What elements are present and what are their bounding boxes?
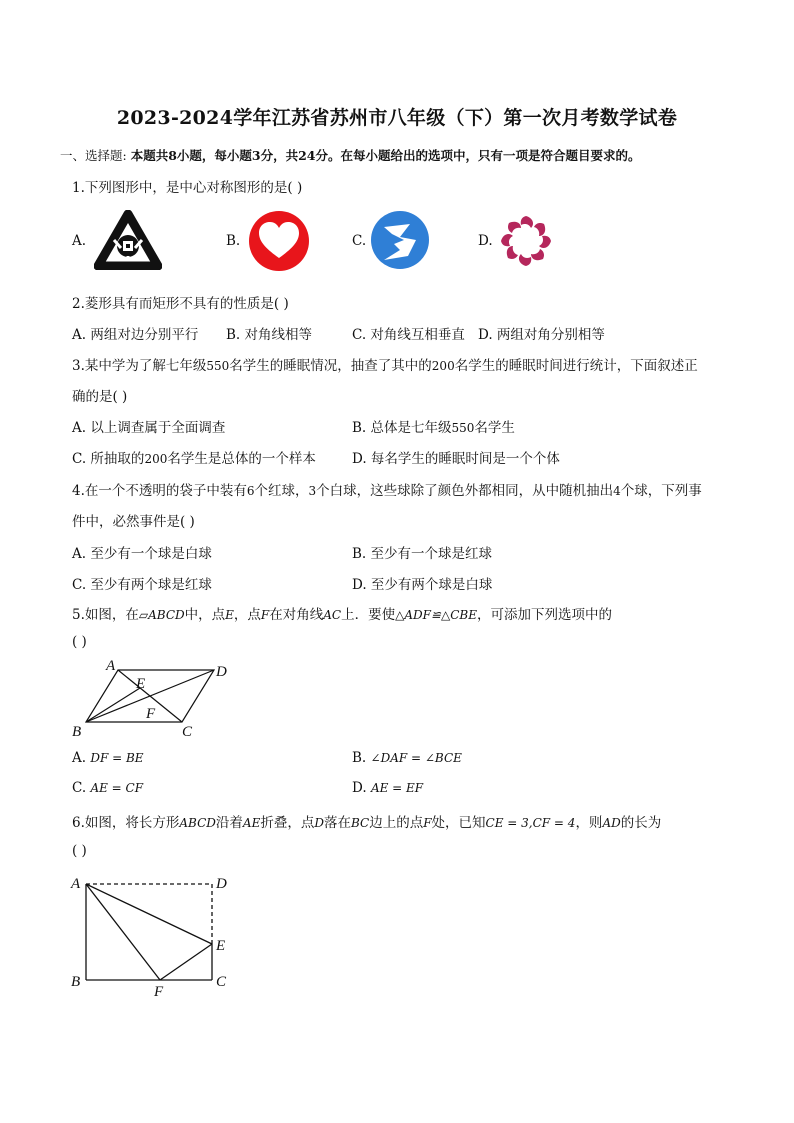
q2-option-b: B. 对角线相等 bbox=[226, 327, 313, 343]
q5-point-b: B bbox=[72, 724, 82, 740]
q2-stem: 2.菱形具有而矩形不具有的性质是( ) bbox=[72, 296, 289, 312]
q4-option-a: A. 至少有一个球是白球 bbox=[72, 546, 212, 562]
q3-option-d: D. 每名学生的睡眠时间是一个个体 bbox=[352, 451, 560, 467]
q3-option-b: B. 总体是七年级550名学生 bbox=[352, 420, 515, 436]
section-text: 本题共8小题，每小题3分，共24分。在每小题给出的选项中，只有一项是符合题目要求的。 bbox=[130, 148, 641, 163]
q3-number-550: 550 bbox=[206, 359, 230, 373]
q4-stem-line2: 件中，必然事件是( ) bbox=[72, 514, 195, 530]
q6-point-a: A bbox=[71, 876, 81, 892]
section-prefix: 一、选择题: bbox=[60, 148, 127, 163]
q1-label-d: D. bbox=[478, 233, 493, 249]
q6-stem: 6.如图，将长方形ABCD沿着AE折叠，点D落在BC边上的点F处，已知CE = 3,CF = 4，则AD的长为 bbox=[72, 815, 662, 831]
q6-answer-paren: ( ) bbox=[72, 843, 87, 859]
q2-option-a: A. 两组对边分别平行 bbox=[72, 327, 199, 343]
q2-option-d: D. 两组对角分别相等 bbox=[478, 327, 605, 343]
q5-stem: 5.如图，在▱ABCD中，点E，点F在对角线AC上．要使△ADF≌△CBE，可添加下列选项中的 bbox=[72, 607, 612, 623]
q5-parallelogram-figure bbox=[66, 656, 242, 742]
q3-stem: 3.某中学为了解七年级550名学生的睡眠情况，抽查了其中的200名学生的睡眠时间进行统计，下面叙述正 bbox=[72, 358, 698, 374]
q3-option-a: A. 以上调查属于全面调查 bbox=[72, 420, 226, 436]
q5-option-c: C. AE = CF bbox=[72, 780, 144, 796]
q5-option-b: B. ∠DAF = ∠BCE bbox=[352, 750, 462, 766]
q1-label-c: C. bbox=[352, 233, 367, 249]
q1-label-a: A. bbox=[72, 233, 87, 249]
q5-point-a: A bbox=[106, 658, 116, 674]
q6-point-b: B bbox=[71, 974, 81, 990]
q4-stem: 4.在一个不透明的袋子中装有6个红球，3个白球，这些球除了颜色外都相同，从中随机抽出4个球，下列事 bbox=[72, 483, 702, 499]
q2-option-c: C. 对角线互相垂直 bbox=[352, 327, 465, 343]
section-header bbox=[60, 146, 641, 164]
page-title: 2023-2024学年江苏省苏州市八年级（下）第一次月考数学试卷 bbox=[116, 107, 678, 129]
recycle-triangle-icon bbox=[94, 210, 162, 270]
q1-label-b: B. bbox=[226, 233, 241, 249]
q5-point-e: E bbox=[136, 676, 146, 692]
q6-point-f: F bbox=[154, 984, 164, 1000]
q5-point-c: C bbox=[182, 724, 193, 740]
q5-option-d: D. AE = EF bbox=[352, 780, 424, 796]
q5-point-d: D bbox=[216, 664, 227, 680]
q4-option-c: C. 至少有两个球是红球 bbox=[72, 577, 212, 593]
q4-option-b: B. 至少有一个球是红球 bbox=[352, 546, 493, 562]
q6-rectangle-fold-figure bbox=[66, 870, 242, 1000]
q6-point-d: D bbox=[216, 876, 227, 892]
q5-answer-paren: ( ) bbox=[72, 634, 87, 650]
q3-number-200: 200 bbox=[431, 359, 455, 373]
q6-point-e: E bbox=[216, 938, 226, 954]
q1-stem: 1.下列图形中，是中心对称图形的是( ) bbox=[72, 180, 303, 196]
q5-option-a: A. DF = BE bbox=[72, 750, 144, 766]
q6-point-c: C bbox=[216, 974, 227, 990]
q3-option-c: C. 所抽取的200名学生是总体的一个样本 bbox=[72, 451, 316, 467]
q4-option-d: D. 至少有两个球是白球 bbox=[352, 577, 493, 593]
swirl-ring-icon bbox=[497, 212, 555, 270]
q3-stem-line2: 确的是( ) bbox=[72, 389, 128, 405]
q5-point-f: F bbox=[146, 706, 156, 722]
blue-circle-three-icon bbox=[370, 210, 430, 270]
heart-icon bbox=[247, 210, 311, 272]
